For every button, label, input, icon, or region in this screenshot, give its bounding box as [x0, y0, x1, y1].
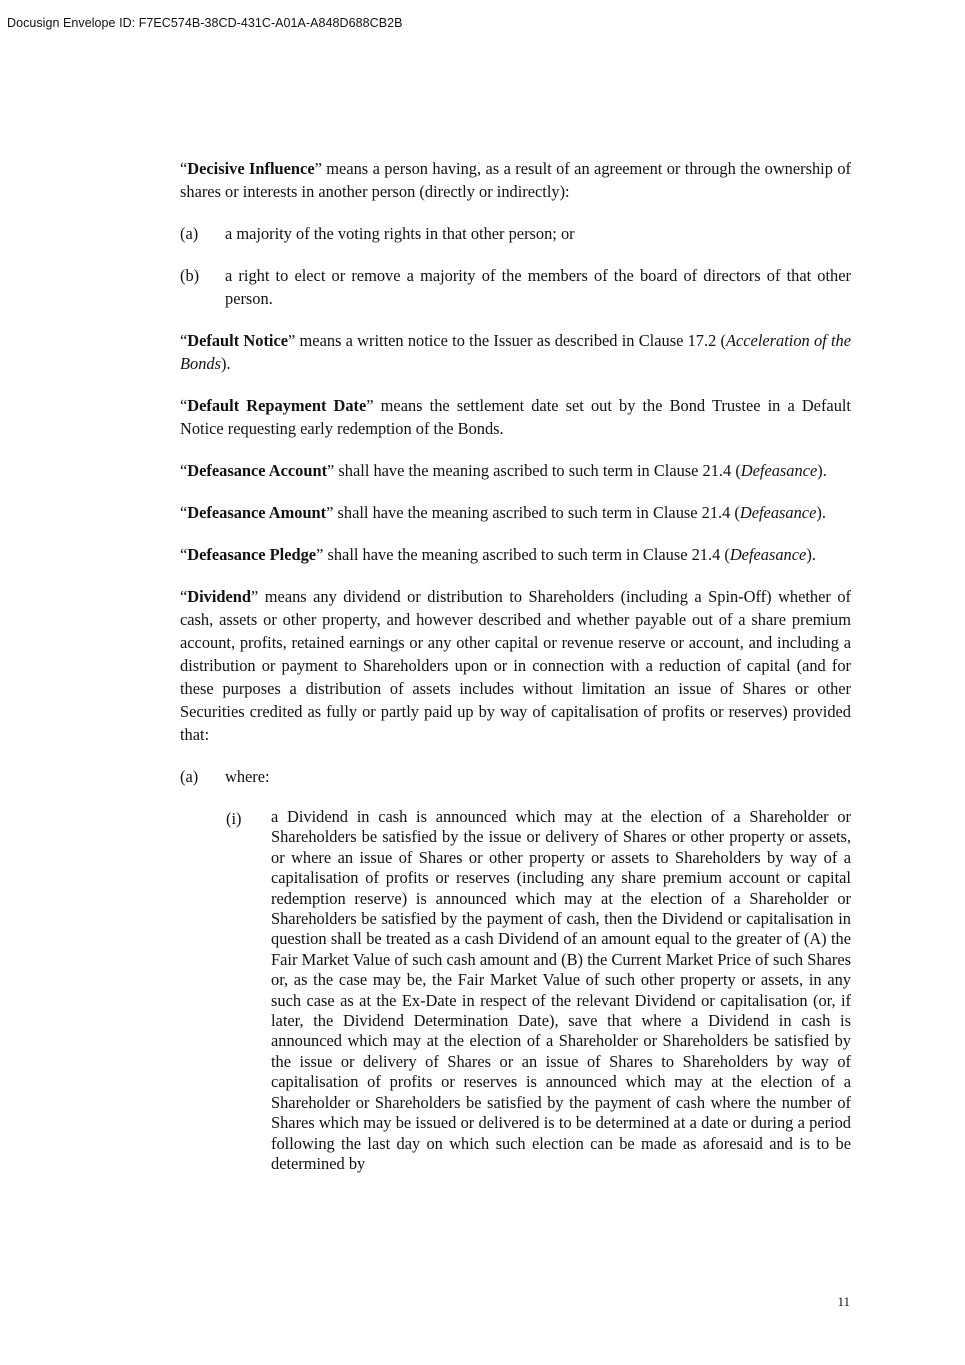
definition-defeasance-account: “Defeasance Account” shall have the meaning ascribed to such term in Clause 21.4 (Defeasance). [180, 461, 827, 480]
definition-default-repayment-date: “Default Repayment Date” means the settlement date set out by the Bond Trustee in a Default Notice requesting early redemption of the Bonds. [180, 396, 851, 438]
term: Default Repayment Date [187, 396, 367, 415]
page-number: 11 [837, 1294, 850, 1309]
item-label: (a) [180, 224, 199, 243]
item-text: where: [225, 767, 270, 786]
term: Dividend [187, 587, 252, 606]
clause-reference: Defeasance [739, 503, 817, 522]
definition-text: means the settlement date set out by the Bond Trustee in a Default Notice requesting early redemption of the Bonds. [180, 396, 851, 438]
item-text: a right to elect or remove a majority of the members of the board of directors of that other person. [225, 266, 851, 308]
definition-text: shall have the meaning ascribed to such term in Clause 21.4 ( [334, 461, 741, 480]
item-label: (i) [226, 809, 242, 828]
item-text: a Dividend in cash is announced which may at the election of a Shareholder or Shareholders be satisfied by the issue or delivery of Shares or other property or assets, or where an issue of Shares or other property or assets to Shareholders by way of a capitalisation of profits or reserves (including any share premium account or capital redemption reserve) is announced which may at the election of a Shareholder or Shareholders be satisfied by the payment of cash, then the Dividend or capitalisation in question shall be treated as a cash Dividend of an amount equal to the greater of (A) the Fair Market Value of such cash amount and (B) the Current Market Price of such Shares or, as the case may be, the Fair Market Value of such other property or assets, in any such case as at the Ex-Date in respect of the relevant Dividend or capitalisation (or, if later, the Dividend Determination Date), save that where a Dividend in cash is announced which may at the election of a Shareholder or Shareholders be satisfied by the issue or delivery of Shares or an issue of Shares to Shareholders by way of capitalisation of profits or reserves is announced which may at the election of a Shareholder or Shareholders be satisfied by the payment of cash where the number of Shares which may be issued or delivered is to be determined at a date or during a period following the last day on which such election can be made as aforesaid and is to be determined by [271, 807, 851, 1173]
clause-reference: Defeasance [740, 461, 818, 480]
term: Defeasance Account [187, 461, 328, 480]
list-item [180, 222, 851, 245]
definition-text: means any dividend or distribution to Shareholders (including a Spin-Off) whether of cash, assets or other property, and however described and whether payable out of a share premium account, profits, retained earnings or any other capital or revenue reserve or account, and including a distribution or payment to Shareholders upon or in connection with a reduction of capital (and for these purposes a distribution of assets includes without limitation an issue of Shares or other Securities credited as fully or partly paid up by way of capitalisation of profits or reserves) provided that: [180, 587, 851, 744]
item-label: (a) [180, 767, 199, 786]
item-text: a majority of the voting rights in that other person; or [225, 224, 575, 243]
item-label: (b) [180, 266, 200, 285]
term: Default Notice [187, 331, 289, 350]
definition-defeasance-amount: “Defeasance Amount” shall have the meaning ascribed to such term in Clause 21.4 (Defeasance). [180, 503, 826, 522]
envelope-id: Docusign Envelope ID: F7EC574B-38CD-431C-A01A-A848D688CB2B [7, 16, 403, 30]
document-body [180, 157, 851, 1174]
definition-text: means a person having, as a result of an agreement or through the ownership of shares or interests in another person (directly or indirectly): [180, 159, 851, 201]
term: Defeasance Pledge [187, 545, 317, 564]
definition-text: shall have the meaning ascribed to such term in Clause 21.4 ( [333, 503, 740, 522]
list-item [180, 765, 851, 788]
clause-reference: Acceleration of the Bonds [180, 331, 851, 373]
sub-list-item [226, 807, 851, 1174]
definition-text: shall have the meaning ascribed to such term in Clause 21.4 ( [323, 545, 730, 564]
definition-dividend: “Dividend” means any dividend or distribution to Shareholders (including a Spin-Off) whether of cash, assets or other property, and however described and whether payable out of a share premium account, profits, retained earnings or any other capital or revenue reserve or account, and including a distribution or payment to Shareholders upon or in connection with a reduction of capital (and for these purposes a distribution of assets includes without limitation an issue of Shares or other Securities credited as fully or partly paid up by way of capitalisation of profits or reserves) provided that: [180, 587, 851, 744]
definition-default-notice: “Default Notice” means a written notice to the Issuer as described in Clause 17.2 (Acceleration of the Bonds). [180, 331, 851, 373]
list-item [180, 264, 851, 310]
definition-defeasance-pledge: “Defeasance Pledge” shall have the meaning ascribed to such term in Clause 21.4 (Defeasance). [180, 545, 816, 564]
definition-decisive-influence: “Decisive Influence” means a person having, as a result of an agreement or through the ownership of shares or interests in another person (directly or indirectly): [180, 159, 851, 201]
term: Defeasance Amount [187, 503, 327, 522]
clause-reference: Defeasance [729, 545, 807, 564]
term: Decisive Influence [187, 159, 315, 178]
definition-text: means a written notice to the Issuer as described in Clause 17.2 ( [295, 331, 726, 350]
